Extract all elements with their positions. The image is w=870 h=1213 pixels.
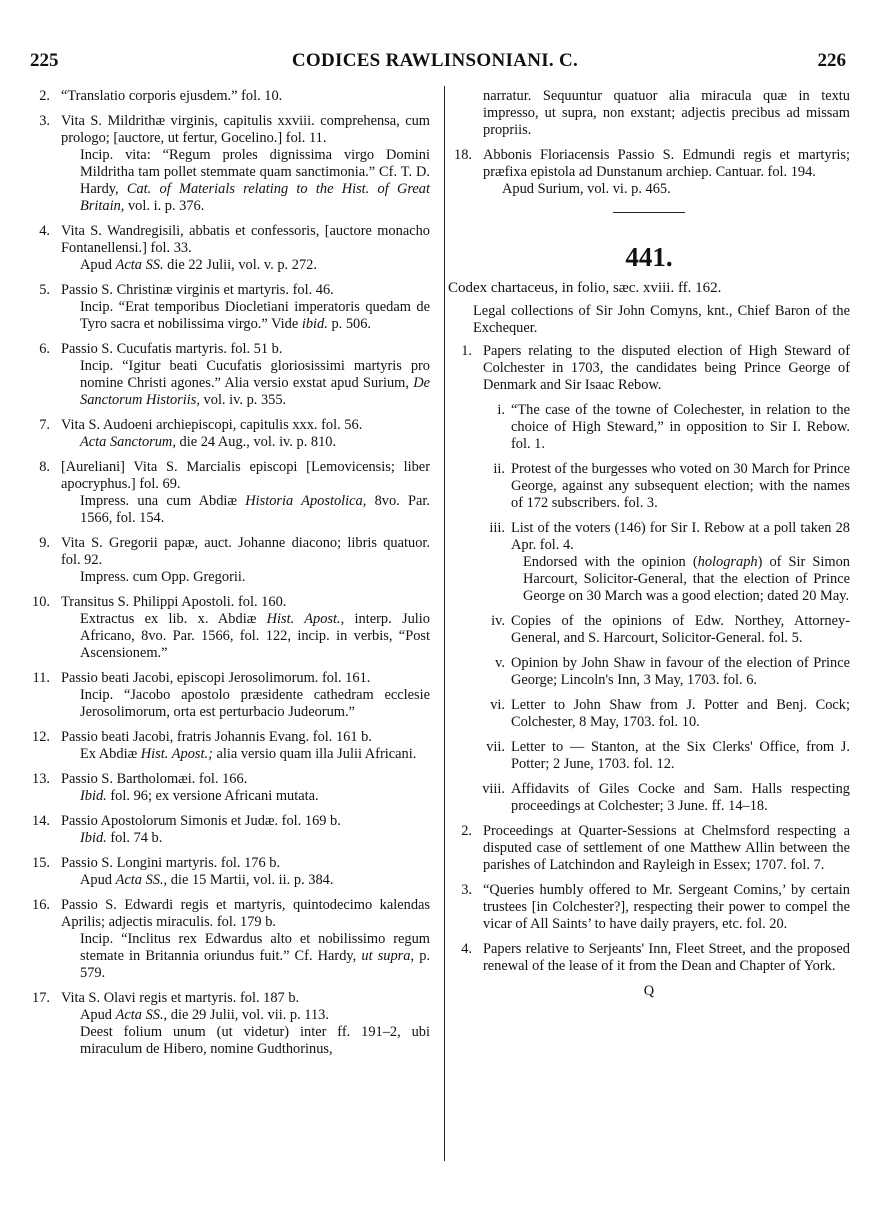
entry-title: “Queries humbly offered to Mr. Sergeant Comins,’ by certain trustees [in Colchester?], respecting their power to compel the vicar of All Saints’ to have daily prayers, etc. fol. 20. — [483, 882, 850, 932]
sub-item-iii — [448, 520, 850, 605]
sub-item-text: Letter to John Shaw from J. Potter and Benj. Cock; Colchester, 8 May, 1703. fol. 10. — [511, 697, 850, 730]
entry-14 — [26, 813, 430, 847]
entry-15 — [26, 855, 430, 889]
entry-note: Impress. una cum Abdiæ Historia Apostolica, 8vo. Par. 1566, fol. 154. — [80, 493, 430, 526]
entry-17-continued: narratur. Sequuntur quatuor alia miracula quæ in textu impresso, ut supra, non exstant; adjectis precibus ad missam propriis. — [483, 88, 850, 138]
section-divider — [613, 212, 685, 213]
entry-note-2: Deest folium unum (ut videtur) inter ff. 191–2, ubi miraculum de Hibero, nomine Gudthorinus, — [80, 1024, 430, 1057]
right-column — [448, 88, 850, 1000]
entry-5 — [26, 282, 430, 333]
sub-item-note: Endorsed with the opinion (holograph) of Sir Simon Harcourt, Solicitor-General, that the election of Prince George on 30 March was a good election; dated 20 May. — [523, 554, 850, 604]
entry-title: Papers relating to the disputed election of High Steward of Colchester in 1703, the candidates being Prince George of Denmark and Sir Isaac Rebow. — [483, 343, 850, 393]
entry-number: 5. — [39, 282, 50, 298]
entry-title: Vita S. Mildrithæ virginis, capitulis xxviii. comprehensa, cum prologo; [auctore, ut fertur, Gocelino.] fol. 11. — [61, 113, 430, 146]
page-number-right: 226 — [817, 50, 846, 71]
sub-item-text: List of the voters (146) for Sir I. Rebow at a poll taken 28 Apr. fol. 4. — [511, 520, 850, 553]
entry-number: 16. — [32, 897, 50, 913]
entry-note: Apud Acta SS., die 15 Martii, vol. ii. p. 384. — [80, 872, 334, 888]
sub-item-v — [448, 655, 850, 689]
entry-10 — [26, 594, 430, 662]
entry-note: Impress. cum Opp. Gregorii. — [80, 569, 246, 585]
entry-number: 10. — [32, 594, 50, 610]
page-number-left: 225 — [30, 50, 59, 71]
item-3 — [448, 882, 850, 933]
entry-number: 11. — [32, 670, 50, 686]
sub-item-text: Protest of the burgesses who voted on 30 March for Prince George, against any subsequent election; with the names of 172 subscribers. fol. 3. — [511, 461, 850, 511]
codex-description: Codex chartaceus, in folio, sæc. xviii. ff. 162. — [448, 280, 722, 296]
entry-title: Transitus S. Philippi Apostoli. fol. 160. — [61, 594, 287, 610]
entry-number: 2. — [461, 823, 472, 839]
entry-title: Vita S. Wandregisili, abbatis et confessoris, [auctore monacho Fontanellensi.] fol. 33. — [61, 223, 430, 256]
sub-item-numeral: vi. — [490, 697, 505, 713]
signature-mark: Q — [643, 983, 655, 999]
entry-13 — [26, 771, 430, 805]
entry-note: Incip. “Igitur beati Cucufatis gloriosissimi martyris pro nomine Christi agones.” Alia versio exstat apud Surium, De Sanctorum Historiis, vol. iv. p. 355. — [80, 358, 430, 408]
entry-number: 9. — [39, 535, 50, 551]
running-header — [0, 50, 870, 80]
sub-item-text: Opinion by John Shaw in favour of the election of Prince George; Lincoln's Inn, 3 May, 1703. fol. 6. — [511, 655, 850, 688]
sub-item-viii — [448, 781, 850, 815]
entry-title: Papers relative to Serjeants' Inn, Fleet Street, and the proposed renewal of the lease of it from the Dean and Chapter of York. — [483, 941, 850, 974]
sub-item-numeral: vii. — [486, 739, 505, 755]
entry-note: Acta Sanctorum, die 24 Aug., vol. iv. p. 810. — [80, 434, 337, 450]
entry-number: 18. — [454, 147, 472, 163]
entry-title: Abbonis Floriacensis Passio S. Edmundi regis et martyris; præfixa epistola ad Dunstanum archiep. Cantuar. fol. 194. — [483, 147, 850, 180]
left-column — [26, 88, 430, 1066]
entry-6 — [26, 341, 430, 409]
entry-7 — [26, 417, 430, 451]
entry-11 — [26, 670, 430, 721]
sub-item-text: Letter to — Stanton, at the Six Clerks' Office, from J. Potter; 2 June, 1703. fol. 12. — [511, 739, 850, 772]
codex-number: 441. — [625, 242, 673, 272]
column-rule — [444, 86, 445, 1161]
sub-item-numeral: viii. — [482, 781, 505, 797]
sub-item-i — [448, 402, 850, 453]
entry-number: 3. — [461, 882, 472, 898]
entry-number: 3. — [39, 113, 50, 129]
entry-title: Proceedings at Quarter-Sessions at Chelmsford respecting a disputed case of settlement of one Matthew Allin between the parishes of Latchindon and Rayleigh in Essex; 1707. fol. 7. — [483, 823, 850, 873]
sub-item-ii — [448, 461, 850, 512]
entry-number: 8. — [39, 459, 50, 475]
sub-item-text: Affidavits of Giles Cocke and Sam. Halls respecting proceedings at Colchester; 3 June. ff. 14–18. — [511, 781, 850, 814]
sub-item-vii — [448, 739, 850, 773]
sub-item-iv — [448, 613, 850, 647]
entry-note: Ex Abdiæ Hist. Apost.; alia versio quam illa Julii Africani. — [80, 746, 417, 762]
entry-title: Vita S. Audoeni archiepiscopi, capitulis xxx. fol. 56. — [61, 417, 363, 433]
entry-title: Passio S. Christinæ virginis et martyris. fol. 46. — [61, 282, 334, 298]
entry-note: Apud Acta SS. die 22 Julii, vol. v. p. 272. — [80, 257, 317, 273]
entry-note: Incip. “Erat temporibus Diocletiani imperatoris quedam de Tyro sacra et nobilissima virgo.” Vide ibid. p. 506. — [80, 299, 430, 332]
entry-12 — [26, 729, 430, 763]
entry-note: Apud Acta SS., die 29 Julii, vol. vii. p. 113. — [80, 1007, 329, 1023]
entry-note: Incip. “Jacobo apostolo præsidente cathedram ecclesie Jerosolimorum, orta est perturbacio Judeorum.” — [80, 687, 430, 720]
sub-item-numeral: iv. — [491, 613, 505, 629]
entry-9 — [26, 535, 430, 586]
entry-title: [Aureliani] Vita S. Marcialis episcopi [Lemovicensis; liber apocryphus.] fol. 69. — [61, 459, 430, 492]
entry-17 — [26, 990, 430, 1058]
entry-title: Passio beati Jacobi, episcopi Jerosolimorum. fol. 161. — [61, 670, 371, 686]
entry-8 — [26, 459, 430, 527]
sub-item-text: “The case of the towne of Colechester, in relation to the choice of High Steward,” in opposition to Sir I. Rebow. fol. 1. — [511, 402, 850, 452]
sub-item-vi — [448, 697, 850, 731]
item-1 — [448, 343, 850, 394]
entry-18 — [448, 147, 850, 198]
running-title: CODICES RAWLINSONIANI. C. — [291, 50, 579, 71]
entry-title: Passio beati Jacobi, fratris Johannis Evang. fol. 161 b. — [61, 729, 372, 745]
entry-title: Passio Apostolorum Simonis et Judæ. fol. 169 b. — [61, 813, 341, 829]
entry-title: Passio S. Longini martyris. fol. 176 b. — [61, 855, 281, 871]
entry-note: Ibid. fol. 74 b. — [80, 830, 163, 846]
entry-number: 17. — [32, 990, 50, 1006]
codex-contents-summary: Legal collections of Sir John Comyns, knt., Chief Baron of the Exchequer. — [473, 303, 850, 336]
entry-number: 2. — [39, 88, 50, 104]
entry-number: 4. — [461, 941, 472, 957]
item-2 — [448, 823, 850, 874]
entry-title: Passio S. Bartholomæi. fol. 166. — [61, 771, 248, 787]
entry-title: Passio S. Edwardi regis et martyris, quintodecimo kalendas Aprilis; adjectis miraculis. fol. 179 b. — [61, 897, 430, 930]
entry-number: 15. — [32, 855, 50, 871]
entry-note: Extractus ex lib. x. Abdiæ Hist. Apost., interp. Julio Africano, 8vo. Par. 1566, fol. 122, incip. in verbis, “Post Ascensionem.” — [80, 611, 430, 661]
entry-title: Passio S. Cucufatis martyris. fol. 51 b. — [61, 341, 283, 357]
sub-item-numeral: iii. — [489, 520, 505, 536]
entry-title: Vita S. Gregorii papæ, auct. Johanne diacono; libris quatuor. fol. 92. — [61, 535, 430, 568]
entry-4 — [26, 223, 430, 274]
entry-note: Apud Surium, vol. vi. p. 465. — [502, 181, 671, 197]
entry-note: Incip. “Inclitus rex Edwardus alto et nobilissimo regum stemate in Britannia oriundus fuit.” Cf. Hardy, ut supra, p. 579. — [80, 931, 430, 981]
sub-item-text: Copies of the opinions of Edw. Northey, Attorney-General, and S. Harcourt, Solicitor-General. fol. 5. — [511, 613, 850, 646]
entry-number: 14. — [32, 813, 50, 829]
entry-note: Ibid. fol. 96; ex versione Africani mutata. — [80, 788, 319, 804]
sub-item-numeral: i. — [497, 402, 505, 418]
entry-16 — [26, 897, 430, 982]
entry-2 — [26, 88, 430, 105]
entry-number: 6. — [39, 341, 50, 357]
entry-title: “Translatio corporis ejusdem.” fol. 10. — [61, 88, 283, 104]
entry-3 — [26, 113, 430, 215]
entry-number: 13. — [32, 771, 50, 787]
sub-item-numeral: ii. — [493, 461, 505, 477]
entry-number: 12. — [32, 729, 50, 745]
entry-number: 4. — [39, 223, 50, 239]
entry-title: Vita S. Olavi regis et martyris. fol. 187 b. — [61, 990, 300, 1006]
entry-number: 7. — [39, 417, 50, 433]
entry-number: 1. — [461, 343, 472, 359]
item-4 — [448, 941, 850, 975]
sub-item-numeral: v. — [495, 655, 505, 671]
entry-note: Incip. vita: “Regum proles dignissima virgo Domini Mildritha tam pollet stemmate quam sanctimonia.” Cf. T. D. Hardy, Cat. of Materials relating to the Hist. of Great Britain, vol. i. p. 376. — [80, 147, 430, 214]
